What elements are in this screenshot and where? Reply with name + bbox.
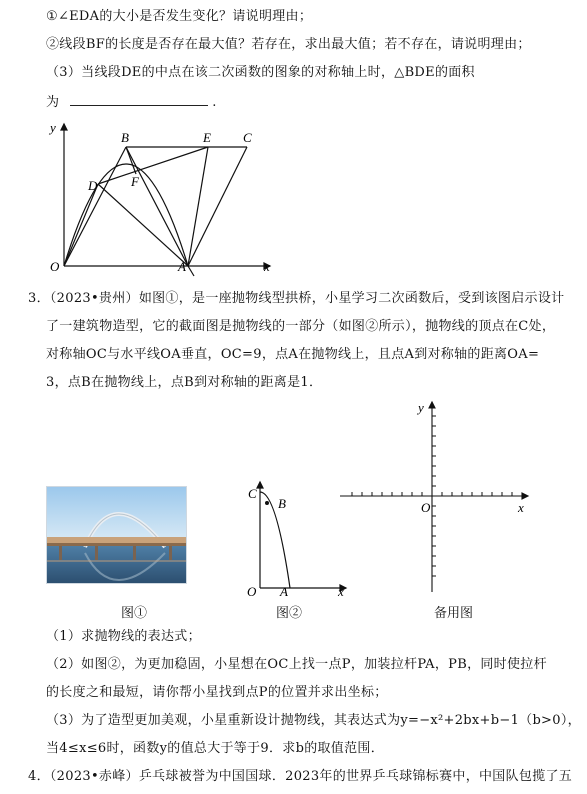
label-A: A xyxy=(178,259,186,274)
label-x: x xyxy=(338,584,344,598)
label-B: B xyxy=(278,496,286,511)
question-part-i: ①∠EDA的大小是否发生变化？请说明理由； xyxy=(46,9,313,24)
parabola-figure-top xyxy=(40,118,280,278)
label-D: D xyxy=(88,178,98,193)
answer-blank[interactable] xyxy=(70,93,208,106)
q3-sub2-line2: 的长度之和最短，请你帮小星找到点P的位置并求出坐标； xyxy=(46,685,388,700)
label-y: y xyxy=(50,120,56,135)
q3-line1: 3．（2023•贵州）如图①，是一座抛物线型拱桥，小星学习二次函数后，受到该图启示设计 xyxy=(28,291,565,306)
caption-spare-figure: 备用图 xyxy=(434,606,474,621)
q3-sub3-line2: 当4≤x≤6时，函数y的值总大于等于9．求b的取值范围． xyxy=(46,741,384,756)
label-E: E xyxy=(203,130,211,145)
label-B: B xyxy=(121,130,129,145)
label-x: x xyxy=(264,259,270,274)
q3-line2: 了一建筑物造型，它的截面图是抛物线的一部分（如图②所示），抛物线的顶点在C处， xyxy=(46,319,556,334)
label-O: O xyxy=(421,500,431,515)
label-F: F xyxy=(131,174,139,189)
q3-line3: 对称轴OC与水平线OA垂直，OC=9，点A在抛物线上，且点A到对称轴的距离OA= xyxy=(46,347,540,362)
answer-prefix: 为 xyxy=(46,95,60,110)
figure-2-parabola-section xyxy=(238,478,350,598)
label-x: x xyxy=(518,500,524,515)
label-C: C xyxy=(243,130,252,145)
question-part-ii: ②线段BF的长度是否存在最大值？若存在，求出最大值；若不存在，请说明理由； xyxy=(46,37,531,52)
q3-sub1: （1）求抛物线的表达式； xyxy=(46,629,201,644)
spare-coordinate-grid xyxy=(336,396,532,596)
label-y: y xyxy=(418,400,424,415)
question-part-3-line1: （3）当线段DE的中点在该二次函数的图象的对称轴上时，△BDE的面积 xyxy=(46,65,475,80)
caption-figure-2: 图② xyxy=(276,606,303,621)
label-C: C xyxy=(248,486,257,501)
label-A: A xyxy=(280,584,288,598)
label-O: O xyxy=(50,259,60,274)
label-O: O xyxy=(247,584,257,598)
arch-bridge-photo xyxy=(46,486,187,584)
q3-line4: 3，点B在抛物线上，点B到对称轴的距离是1． xyxy=(46,375,323,390)
q3-sub3-line1: （3）为了造型更加美观，小星重新设计抛物线，其表达式为y=−x²+2bx+b−1（b>0）， xyxy=(46,713,581,728)
caption-figure-1: 图① xyxy=(121,606,148,621)
question-part-3-line2: 为 . xyxy=(46,95,217,110)
q4-line1: 4．（2023•赤峰）乒乓球被誉为中国国球．2023年的世界乒乓球锦标赛中，中国队包揽了五 xyxy=(28,769,573,784)
q3-sub2-line1: （2）如图②，为更加稳固，小星想在OC上找一点P，加装拉杆PA，PB，同时使拉杆 xyxy=(46,657,547,672)
